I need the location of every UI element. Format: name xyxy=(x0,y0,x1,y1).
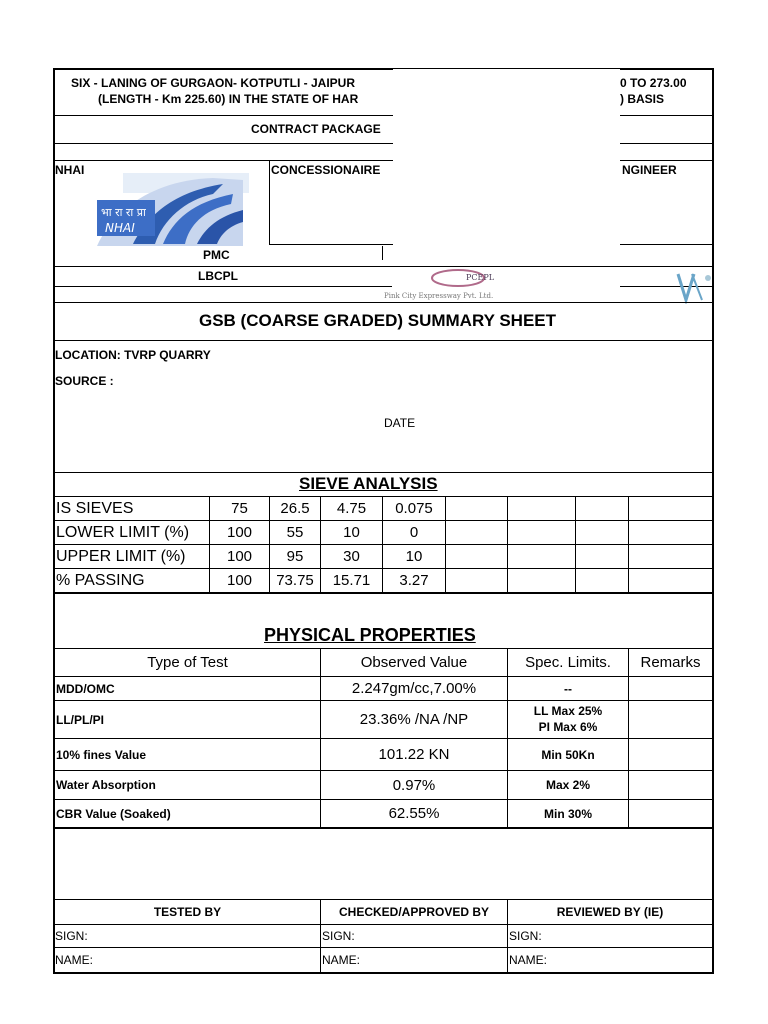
checked-by-sign: SIGN: xyxy=(322,929,355,943)
spec-limit: Max 2% xyxy=(545,778,591,792)
header-type-of-test: Type of Test xyxy=(147,654,228,671)
sieve-cell: 3.27 xyxy=(399,572,429,589)
test-name: 10% fines Value xyxy=(56,747,147,762)
contract-package-label: CONTRACT PACKAGE xyxy=(251,122,381,136)
header-spec-limits: Spec. Limits. xyxy=(525,654,611,671)
nhai-label: NHAI xyxy=(55,163,85,177)
observed-value: 23.36% /NA /NP xyxy=(359,711,469,728)
sieve-cell: 55 xyxy=(286,524,304,541)
reviewed-by-name: NAME: xyxy=(509,953,548,967)
location-label: LOCATION: TVRP QUARRY xyxy=(55,348,211,362)
engineer-logo-fragment xyxy=(676,270,714,304)
sieve-analysis-title: SIEVE ANALYSIS xyxy=(299,474,438,493)
header-observed-value: Observed Value xyxy=(360,654,468,671)
engineer-label: NGINEER xyxy=(622,163,677,177)
sieve-row-label: UPPER LIMIT (%) xyxy=(56,547,186,565)
checked-approved-by-header: CHECKED/APPROVED BY xyxy=(338,905,490,919)
reviewed-by-sign: SIGN: xyxy=(509,929,542,943)
spec-limit: LL Max 25% xyxy=(533,704,603,718)
sieve-cell: 0.075 xyxy=(395,500,433,517)
physical-properties-title: PHYSICAL PROPERTIES xyxy=(264,625,476,645)
sieve-cell: 100 xyxy=(226,572,253,589)
observed-value: 101.22 KN xyxy=(378,746,450,763)
checked-by-name: NAME: xyxy=(322,953,361,967)
spec-limit: Min 50Kn xyxy=(541,747,595,762)
nhai-logo-hindi: भा रा रा प्रा xyxy=(101,206,146,219)
observed-value: 62.55% xyxy=(388,805,440,822)
date-label: DATE xyxy=(384,416,416,430)
source-label: SOURCE : xyxy=(55,374,114,388)
concessionaire-label: CONCESSIONAIRE xyxy=(271,163,381,177)
lbcpl-label: LBCPL xyxy=(198,269,238,283)
observed-value: 2.247gm/cc,7.00% xyxy=(351,680,477,697)
spec-limit: -- xyxy=(564,681,572,696)
spec-limit-secondary: PI Max 6% xyxy=(538,720,598,734)
sieve-cell: 10 xyxy=(405,548,423,565)
test-name: MDD/OMC xyxy=(56,681,115,696)
tested-by-sign: SIGN: xyxy=(55,929,88,943)
sieve-cell: 30 xyxy=(343,548,360,565)
project-title-line1-left: SIX - LANING OF GURGAON- KOTPUTLI - JAIPUR xyxy=(71,76,355,90)
sieve-row-label: % PASSING xyxy=(56,571,145,589)
sieve-cell: 73.75 xyxy=(276,572,314,589)
sieve-cell: 10 xyxy=(343,524,360,541)
reviewed-by-header: REVIEWED BY (IE) xyxy=(556,905,664,919)
sieve-cell: 4.75 xyxy=(336,500,367,517)
header-remarks: Remarks xyxy=(640,654,701,671)
sheet-title: GSB (COARSE GRADED) SUMMARY SHEET xyxy=(199,311,557,330)
spec-limit: Min 30% xyxy=(543,806,592,821)
sieve-row-label: LOWER LIMIT (%) xyxy=(56,523,190,541)
pmc-label: PMC xyxy=(203,248,230,262)
test-name: LL/PL/PI xyxy=(56,712,104,727)
project-title-line2-right: ) BASIS xyxy=(620,92,665,106)
pcepl-logo-subtitle: Pink City Expressway Pvt. Ltd. xyxy=(384,292,494,300)
sieve-cell: 95 xyxy=(286,548,304,565)
tested-by-name: NAME: xyxy=(55,953,94,967)
sieve-cell: 26.5 xyxy=(280,500,310,517)
pcepl-logo-text: PCEPL xyxy=(466,273,495,282)
sieve-row-label: IS SIEVES xyxy=(56,499,134,517)
sieve-cell: 100 xyxy=(226,548,253,565)
nhai-logo xyxy=(93,170,251,248)
sieve-cell: 100 xyxy=(226,524,253,541)
sieve-cell: 0 xyxy=(409,524,419,541)
sieve-cell: 15.71 xyxy=(332,572,371,589)
test-name: Water Absorption xyxy=(56,778,156,792)
project-title-line1-right: 0 TO 273.00 xyxy=(620,76,687,90)
observed-value: 0.97% xyxy=(392,776,436,794)
tested-by-header: TESTED BY xyxy=(153,905,222,919)
sieve-cell: 75 xyxy=(231,500,248,517)
project-title-line2-left: (LENGTH - Km 225.60) IN THE STATE OF HAR xyxy=(98,92,359,106)
pcepl-logo xyxy=(380,266,570,304)
test-name: CBR Value (Soaked) xyxy=(56,806,171,821)
nhai-logo-text: NHAI xyxy=(105,221,135,235)
